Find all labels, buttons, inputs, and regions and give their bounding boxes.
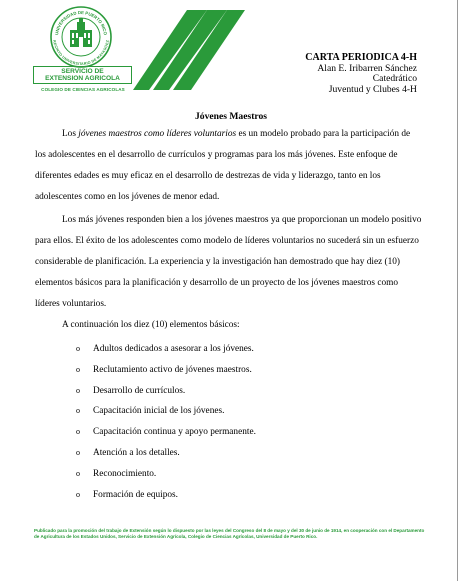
page-edge (457, 0, 458, 581)
list-item: o Formación de equipos. (76, 489, 178, 500)
list-item: o Capacitación continua y apoyo permanente. (76, 427, 256, 438)
list-item: o Adultos dedicados a asesorar a los jóvenes. (76, 344, 254, 354)
bullet-icon: o (76, 468, 80, 478)
p1-rest: es un modelo probado para la participación de los adolescentes en el desarrollo de currículos y programas para los más jóvenes. Este enfoque de diferentes edades es muy eficaz en el desarrollo de destrezas de vida y liderazgo, tanto en los adolescentes como en los jóvenes de menor edad. (35, 129, 411, 202)
author-name: Alan E. Iribarren Sánchez (317, 62, 417, 74)
diagonal-stripes-decoration (133, 10, 245, 90)
bullet-icon: o (76, 406, 80, 416)
bullet-icon: o (76, 344, 80, 353)
logo-line-1: SERVICIO DE (61, 68, 104, 75)
bullet-icon: o (76, 427, 80, 437)
list-item: o Reclutamiento activo de jóvenes maestros. (76, 364, 252, 375)
paragraph-1 (35, 124, 423, 208)
bullet-icon: o (76, 364, 80, 374)
footer-note: Publicado para la promoción del trabajo de Extensión según lo dispuesto por las leyes del Congreso del 8 de mayo y del 30 de junio de 1914, en cooperación con el Departamento de Agricultura de los Estados Unidos, Servicio de Extensión Agrícola, Colegio de Ciencias Agrícolas, Universidad de Puerto Rico. (34, 528, 425, 540)
letter-header (305, 53, 417, 95)
bullet-icon: o (76, 385, 80, 395)
author-role: Catedrático (372, 73, 417, 85)
list-item: o Reconocimiento. (76, 468, 157, 479)
p1-emphasis: jóvenes maestros como líderes voluntarios (78, 129, 237, 139)
list-intro: A continuación los diez (10) elementos básicos: (62, 320, 240, 330)
bullet-icon: o (76, 447, 80, 457)
college-name: COLEGIO DE CIENCIAS AGRICOLAS (41, 87, 125, 92)
document-title: Jóvenes Maestros (194, 111, 268, 122)
extension-logo-box (33, 66, 132, 84)
seal-top-text: UNIVERSIDAD DE PUERTO RICO (54, 9, 108, 36)
p2-text: Los más jóvenes responden bien a los jóvenes maestros ya que proporcionan un modelo positivo para ellos. El éxito de los adolescentes como modelo de líderes voluntarios no sucederá sin un esfuerzo considerable de planificación. La experiencia y la investigación han demostrado que hay diez (10) elementos básicos para la planificación y desarrollo de un proyecto de los jóvenes maestros como líderes voluntarios. (35, 215, 422, 309)
author-department: Juventud y Clubes 4-H (328, 83, 417, 95)
university-seal-logo (50, 6, 112, 68)
list-item: o Desarrollo de currículos. (76, 385, 186, 396)
paragraph-2 (35, 210, 423, 315)
seal-bottom-text: RECINTO UNIVERSITARIO DE MAYAGÜEZ (52, 39, 110, 67)
logo-line-2: EXTENSION AGRICOLA (45, 75, 120, 83)
newsletter-title: CARTA PERIODICA 4-H (305, 52, 417, 63)
p1-start: Los (62, 129, 79, 139)
bullet-icon: o (76, 489, 80, 499)
list-item: o Atención a los detalles. (76, 447, 180, 458)
elements-list (76, 342, 256, 508)
list-item: o Capacitación inicial de los jóvenes. (76, 406, 225, 417)
